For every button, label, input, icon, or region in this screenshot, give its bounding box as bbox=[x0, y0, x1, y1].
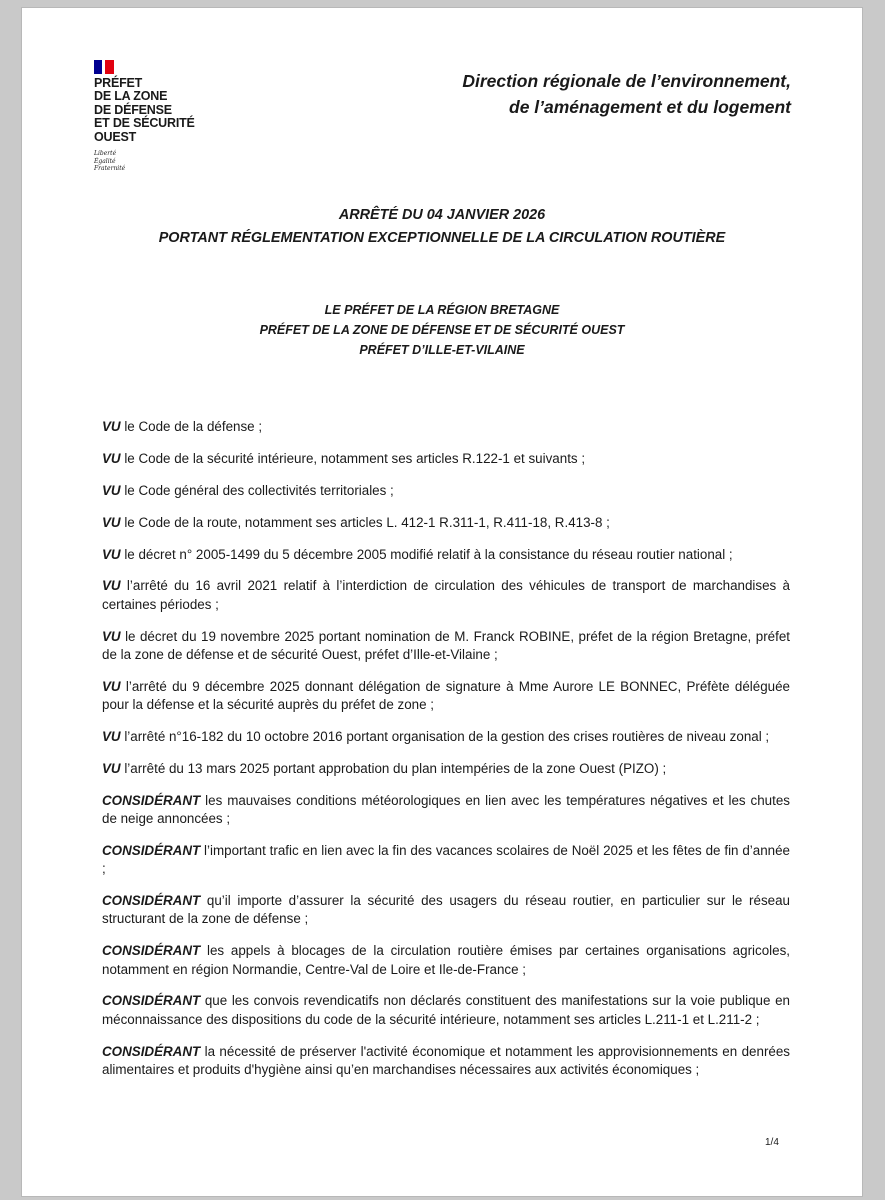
consideration-text: le Code de la sécurité intérieure, notamment ses articles R.122-1 et suivants ; bbox=[120, 451, 586, 467]
consideration-keyword: VU bbox=[102, 482, 121, 498]
logo-title: PRÉFET DE LA ZONE DE DÉFENSE ET DE SÉCURITÉ OUEST bbox=[94, 76, 195, 144]
page-number: 1/4 bbox=[765, 1137, 779, 1148]
document-page bbox=[22, 8, 862, 1196]
consideration-paragraph bbox=[102, 992, 790, 1029]
consideration-paragraph bbox=[102, 792, 790, 829]
consideration-text: les mauvaises conditions météorologiques en lien avec les températures négatives et les chutes de neige annoncées ; bbox=[102, 792, 790, 826]
consideration-keyword: VU bbox=[102, 419, 121, 435]
consideration-paragraph bbox=[102, 728, 790, 746]
consideration-paragraph bbox=[102, 577, 790, 614]
direction-line-2: de l’aménagement et du logement bbox=[509, 97, 791, 117]
decree-title bbox=[22, 204, 862, 250]
consideration-paragraph bbox=[102, 628, 790, 665]
consideration-keyword: CONSIDÉRANT bbox=[102, 842, 201, 858]
consideration-paragraph bbox=[102, 546, 790, 564]
considerations-list bbox=[102, 405, 790, 1091]
consideration-keyword: VU bbox=[102, 628, 121, 644]
consideration-keyword: CONSIDÉRANT bbox=[102, 993, 201, 1009]
consideration-paragraph bbox=[102, 678, 790, 715]
consideration-text: qu’il importe d’assurer la sécurité des usagers du réseau routier, en particulier sur le réseau structurant de la zone de défense ; bbox=[102, 892, 790, 927]
consideration-keyword: CONSIDÉRANT bbox=[102, 943, 201, 959]
consideration-keyword: VU bbox=[102, 678, 121, 694]
marianne-flag-icon bbox=[94, 60, 114, 74]
consideration-paragraph bbox=[102, 482, 790, 500]
consideration-paragraph bbox=[102, 942, 790, 979]
consideration-keyword: VU bbox=[102, 578, 121, 594]
prefet-line-3: PRÉFET D’ILLE-ET-VILAINE bbox=[359, 343, 525, 357]
consideration-text: l’important trafic en lien avec la fin des vacances scolaires de Noël 2025 et les fêtes de fin d’année ; bbox=[102, 842, 790, 877]
consideration-text: l’arrêté du 13 mars 2025 portant approbation du plan intempéries de la zone Ouest (PIZO) ; bbox=[120, 760, 667, 776]
consideration-paragraph bbox=[102, 1043, 790, 1080]
consideration-keyword: VU bbox=[102, 514, 121, 530]
consideration-text: le décret du 19 novembre 2025 portant nomination de M. Franck ROBINE, préfet de la région Bretagne, préfet de la zone de défense et de sécurité Ouest, préfet d’Ille-et-Vilaine ; bbox=[102, 628, 790, 662]
consideration-paragraph bbox=[102, 418, 790, 436]
consideration-text: le Code de la route, notamment ses articles L. 412-1 R.311-1, R.411-18, R.413-8 ; bbox=[120, 514, 610, 530]
decree-title-line-2: PORTANT RÉGLEMENTATION EXCEPTIONNELLE DE LA CIRCULATION ROUTIÈRE bbox=[158, 230, 726, 246]
consideration-paragraph bbox=[102, 760, 790, 778]
direction-line-1: Direction régionale de l’environnement, bbox=[462, 71, 791, 91]
consideration-keyword: CONSIDÉRANT bbox=[102, 1043, 201, 1059]
consideration-text: l’arrêté du 9 décembre 2025 donnant délégation de signature à Mme Aurore LE BONNEC, Préfète déléguée pour la défense et la sécurité auprès du préfet de zone ; bbox=[102, 678, 790, 713]
consideration-text: l’arrêté n°16-182 du 10 octobre 2016 portant organisation de la gestion des crises routières de niveau zonal ; bbox=[120, 728, 770, 744]
consideration-paragraph bbox=[102, 450, 790, 468]
republic-motto: Liberté Égalité Fraternité bbox=[94, 150, 126, 172]
consideration-keyword: VU bbox=[102, 728, 121, 744]
prefet-block bbox=[22, 300, 862, 360]
consideration-text: le Code général des collectivités territoriales ; bbox=[120, 482, 394, 498]
consideration-keyword: VU bbox=[102, 546, 121, 562]
consideration-paragraph bbox=[102, 892, 790, 929]
consideration-text: que les convois revendicatifs non déclarés constituent des manifestations sur la voie publique en méconnaissance des dispositions du code de la sécurité intérieure, notamment ses articles L.211-1 et L.211-2 ; bbox=[102, 993, 790, 1027]
consideration-text: le Code de la défense ; bbox=[120, 419, 263, 435]
consideration-paragraph bbox=[102, 514, 790, 532]
consideration-keyword: CONSIDÉRANT bbox=[102, 792, 201, 808]
consideration-text: le décret n° 2005-1499 du 5 décembre 2005 modifié relatif à la consistance du réseau routier national ; bbox=[120, 546, 733, 562]
consideration-paragraph bbox=[102, 842, 790, 879]
prefet-line-2: PRÉFET DE LA ZONE DE DÉFENSE ET DE SÉCURITÉ OUEST bbox=[259, 323, 625, 337]
consideration-keyword: CONSIDÉRANT bbox=[102, 892, 201, 908]
direction-header bbox=[462, 68, 791, 120]
prefet-line-1: LE PRÉFET DE LA RÉGION BRETAGNE bbox=[324, 303, 560, 317]
consideration-text: les appels à blocages de la circulation routière émises par certaines organisations agricoles, notamment en région Normandie, Centre-Val de Loire et Ile-de-France ; bbox=[102, 943, 790, 977]
consideration-keyword: VU bbox=[102, 451, 121, 467]
consideration-text: l’arrêté du 16 avril 2021 relatif à l’interdiction de circulation des véhicules de transport de marchandises à certaines périodes ; bbox=[102, 578, 790, 612]
consideration-text: la nécessité de préserver l'activité économique et notamment les approvisionnements en denrées alimentaires et produits d'hygiène ainsi qu’en marchandises nécessaires aux activités économiques ; bbox=[102, 1043, 790, 1077]
decree-title-line-1: ARRÊTÉ DU 04 JANVIER 2026 bbox=[338, 207, 546, 223]
consideration-keyword: VU bbox=[102, 760, 121, 776]
